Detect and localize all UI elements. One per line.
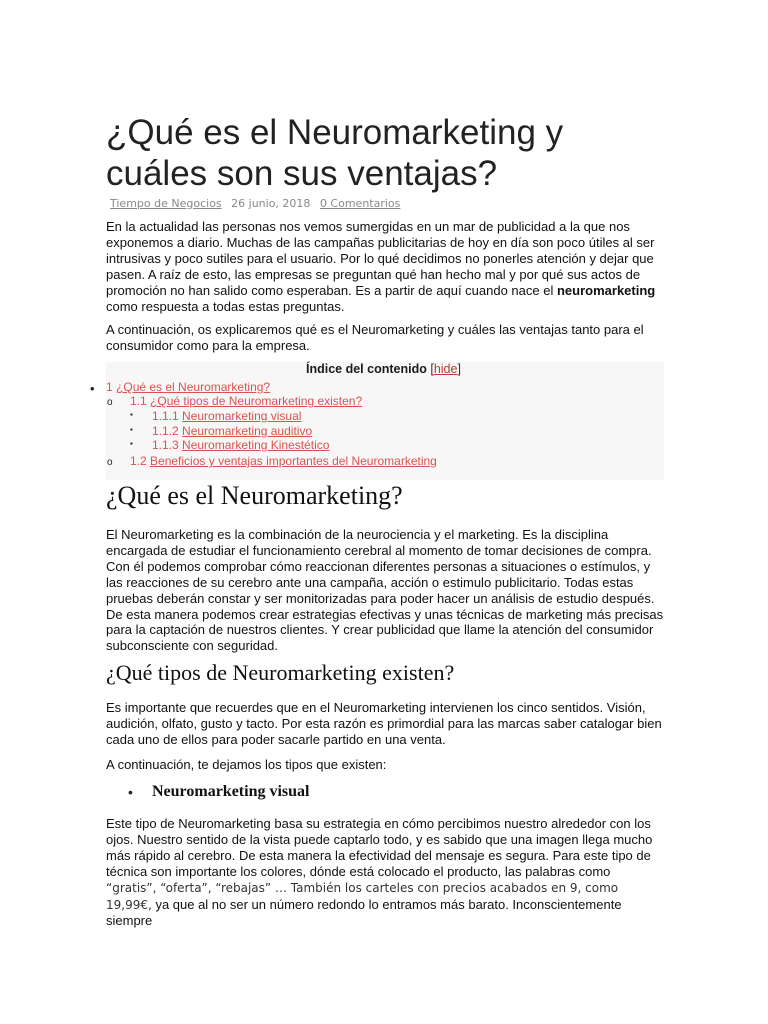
category-link[interactable]: Tiempo de Negocios — [110, 197, 222, 210]
toc-item-1-1[interactable]: 1.1 ¿Qué tipos de Neuromarketing existen? — [130, 394, 363, 408]
toc-marker-1: • — [90, 381, 95, 396]
neuromarketing-bold: neuromarketing — [556, 282, 656, 298]
toc-item-1-1-3[interactable]: 1.1.3 Neuromarketing Kinestético — [152, 438, 330, 452]
toc-marker-1-1-3: ▪ — [130, 439, 133, 448]
post-date: 26 junio, 2018 — [231, 197, 311, 210]
toc-marker-1-1-1: ▪ — [130, 410, 133, 419]
toc-item-1-2[interactable]: 1.2 Beneficios y ventajas importantes del Neuromarketing — [130, 454, 437, 468]
intro-paragraph-2: A continuación, os explicaremos qué es el Neuromarketing y cuáles las ventajas tanto para el consumidor como para la empresa. — [106, 322, 644, 353]
toc-marker-1-2: o — [107, 457, 113, 468]
toc-marker-1-1: o — [107, 397, 113, 408]
toc-item-1[interactable]: 1 ¿Qué es el Neuromarketing? — [106, 380, 271, 394]
intro-paragraph-1: En la actualidad las personas nos vemos sumergidas en un mar de publicidad a la que nos exponemos a diario. Muchas de las campañas publicitarias de hoy en día son poco útiles al ser intrusivas y poco sutiles para el usuario. Por lo qué decidimos no ponerles atención y dejar que pasen. A raíz de esto, las empresas se preguntan qué han hecho mal y por qué sus actos de promoción no han salido como esperaban. Es a partir de aquí cuando nace el neuromarketing como respuesta a todas estas preguntas. — [106, 219, 656, 314]
comments-link[interactable]: 0 Comentarios — [319, 197, 401, 210]
section-2-body-2: A continuación, te dejamos los tipos que existen: — [106, 757, 387, 772]
toc-hide-link[interactable]: hide — [433, 362, 458, 376]
section-heading-tipos: ¿Qué tipos de Neuromarketing existen? — [106, 660, 455, 685]
section-heading-que-es: ¿Qué es el Neuromarketing? — [106, 481, 403, 510]
toc-heading: Índice del contenido [hide] — [306, 362, 461, 376]
subheading-neuromarketing-visual: Neuromarketing visual — [152, 783, 310, 800]
article-meta — [110, 197, 400, 210]
section-visual-body: Este tipo de Neuromarketing basa su estrategia en cómo percibimos nuestro alrededor con los ojos. Nuestro sentido de la vista puede captarlo todo, y es sabido que una imagen llega mucho más rápido al cerebro. De esta manera la efectividad del mensaje es segura. Para este tipo de técnica son importante los colores, dónde está colocado el producto, las palabras como “gratis”, “oferta”, “rebajas” … También los carteles con precios acabados en 9, como 19,99€, ya que al no ser un número redondo lo entramos más barato. Inconscientemente siempre — [106, 816, 653, 929]
article-title: ¿Qué es el Neuromarketing y cuáles son sus ventajas? — [106, 113, 564, 193]
toc-item-1-1-2[interactable]: 1.1.2 Neuromarketing auditivo — [152, 424, 313, 438]
section-1-body: El Neuromarketing es la combinación de la neurociencia y el marketing. Es la disciplina encargada de estudiar el funcionamiento cerebral al momento de tomar decisiones de compra. Con él podemos comprobar cómo reaccionan diferentes personas a situaciones o estímulos, y las reacciones de su cerebro ante una campaña, acción o estimulo publicitario. Todas estas pruebas deberán constar y ser monitorizadas para poder hacer un análisis de estudio después. De esta manera podemos crear estrategias efectivas y unas técnicas de marketing más precisas para la captación de nuestros clientes. Y crear publicidad que llame la atención del consumidor subconsciente con seguridad. — [106, 527, 664, 654]
toc-marker-1-1-2: ▪ — [130, 425, 133, 434]
section-2-body-1: Es importante que recuerdes que en el Neuromarketing intervienen los cinco sentidos. Visión, audición, olfato, gusto y tacto. Por esta razón es primordial para las marcas saber catalogar bien cada uno de ellos para poder sacarle partido en una venta. — [106, 700, 662, 747]
list-bullet: • — [128, 784, 133, 800]
toc-item-1-1-1[interactable]: 1.1.1 Neuromarketing visual — [152, 409, 302, 423]
